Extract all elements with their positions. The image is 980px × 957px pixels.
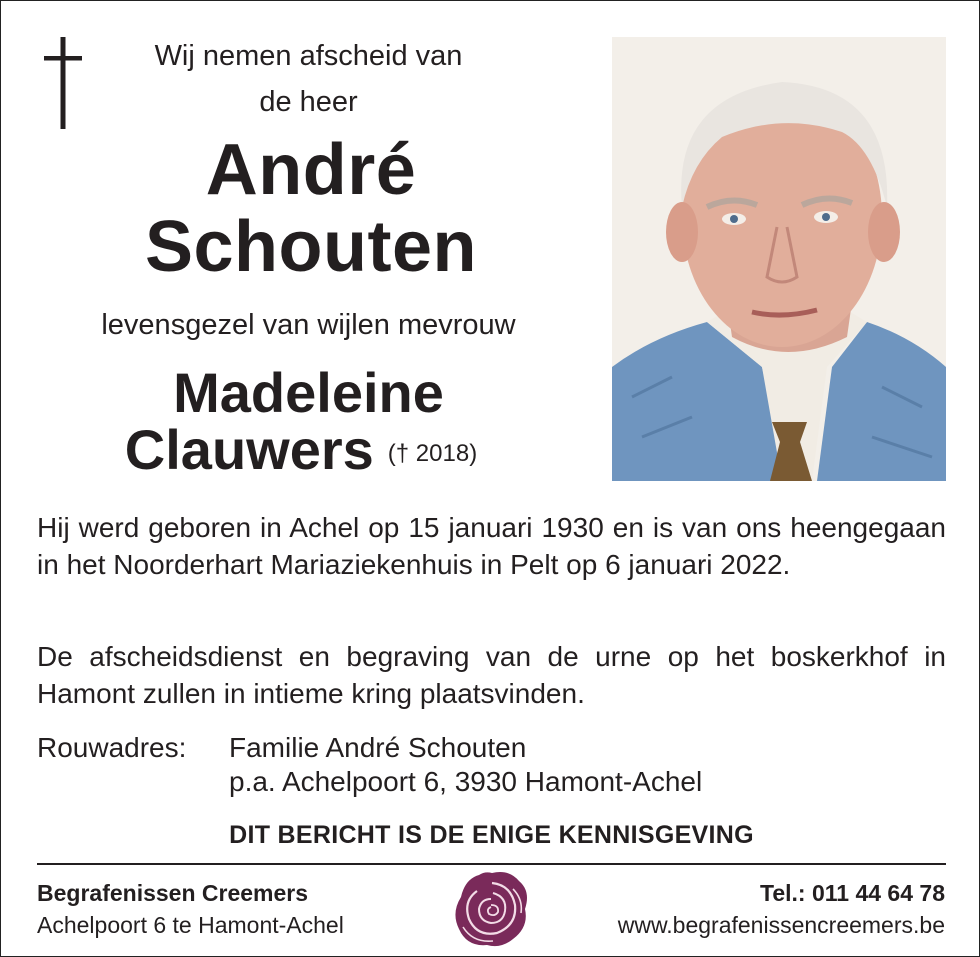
intro-line-2: de heer (259, 86, 358, 118)
address-label: Rouwadres: (37, 732, 187, 763)
website-link[interactable]: www.begrafenissencreemers.be (617, 912, 945, 938)
ceremony-paragraph: De afscheidsdienst en begraving van de urne op het boskerkhof in Hamont zullen in intieme kring plaatsvinden. (37, 641, 946, 709)
sole-notice: DIT BERICHT IS DE ENIGE KENNISGEVING (229, 821, 754, 849)
footer-divider (37, 863, 946, 865)
partner-first-name: Madeleine (173, 361, 444, 424)
deceased-first-name: André (205, 130, 417, 210)
phone-number: Tel.: 011 44 64 78 (760, 880, 945, 906)
partner-last-name-row (61, 418, 541, 481)
intro-line-1: Wij nemen afscheid van (154, 40, 463, 72)
partner-last-name: Clauwers (124, 418, 374, 481)
partner-intro: levensgezel van wijlen mevrouw (101, 309, 516, 341)
address-line-2: p.a. Achelpoort 6, 3930 Hamont-Achel (229, 766, 703, 797)
partner-death-year: († 2018) (387, 440, 478, 468)
mourning-address (37, 731, 702, 799)
deceased-last-name: Schouten (144, 207, 477, 287)
portrait-photo (612, 37, 946, 481)
funeral-company-name: Begrafenissen Creemers (37, 880, 309, 906)
biography-paragraph: Hij werd geboren in Achel op 15 januari 1930 en is van ons heengegaan in het Noorderhart Mariaziekenhuis in Pelt op 6 januari 2022. (37, 512, 946, 580)
rose-logo-icon (453, 869, 531, 949)
address-line-1: Familie André Schouten (229, 732, 527, 763)
funeral-company-address: Achelpoort 6 te Hamont-Achel (37, 912, 344, 938)
